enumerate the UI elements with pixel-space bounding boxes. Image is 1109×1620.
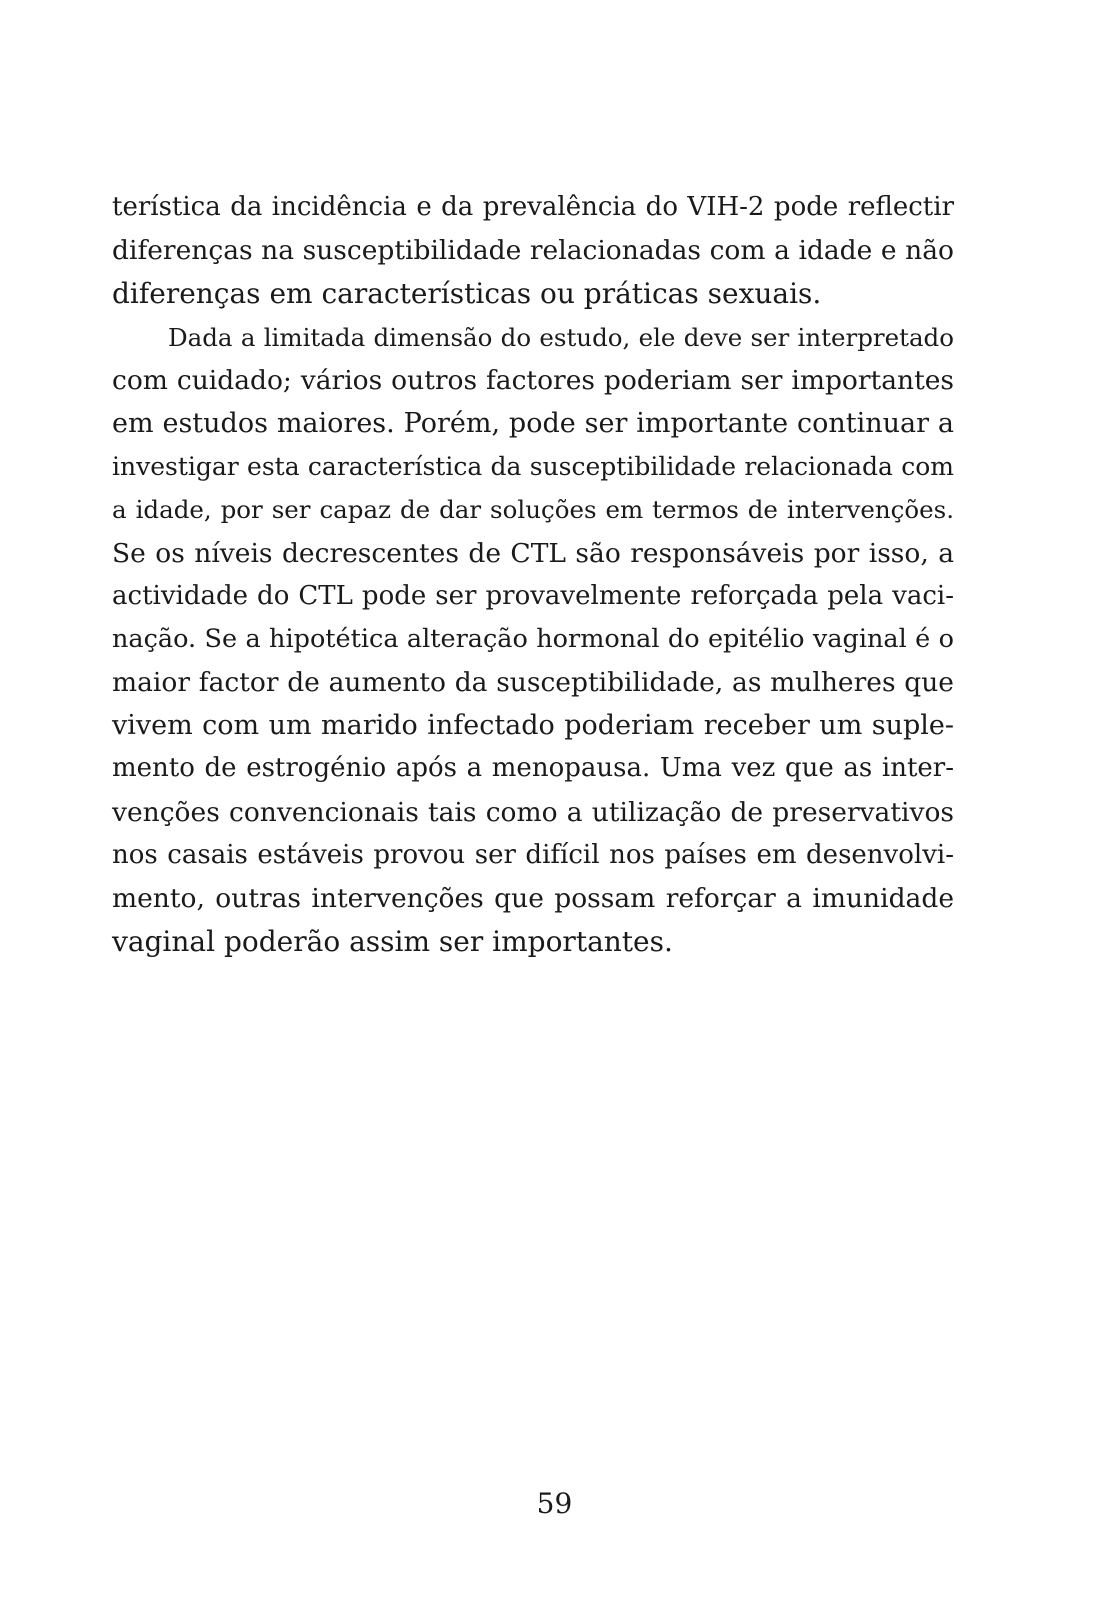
text-line: em estudos maiores. Porém, pode ser importante continuar a: [112, 407, 954, 439]
text-line: com cuidado; vários outros factores poderiam ser importantes: [112, 364, 954, 396]
paragraph-1: [112, 186, 954, 316]
text-line: a idade, por ser capaz de dar soluções em termos de intervenções.: [112, 495, 954, 525]
body-text: [112, 186, 954, 963]
text-line: diferenças na susceptibilidade relacionadas com a idade e não: [112, 235, 954, 267]
paragraph-2: [112, 316, 954, 964]
text-line: Dada a limitada dimensão do estudo, ele deve ser interpretado: [168, 322, 954, 352]
page-number: 59: [536, 1487, 573, 1520]
text-line: mento, outras intervenções que possam reforçar a imunidade: [112, 883, 954, 914]
text-line: nos casais estáveis provou ser difícil nos países em desenvolvi-: [112, 839, 954, 870]
text-line: vivem com um marido infectado poderiam receber um suple-: [112, 710, 954, 742]
text-line: terística da incidência e da prevalência do VIH-2 pode reflectir: [112, 192, 954, 222]
text-line: investigar esta característica da susceptibilidade relacionada com: [112, 452, 954, 482]
text-line: venções convencionais tais como a utilização de preservativos: [112, 796, 954, 828]
text-line: nação. Se a hipotética alteração hormonal do epitélio vaginal é o: [112, 623, 954, 654]
text-line: vaginal poderão assim ser importantes.: [112, 925, 673, 959]
text-line: Se os níveis decrescentes de CTL são responsáveis por isso, a: [112, 537, 954, 569]
text-line: maior factor de aumento da susceptibilidade, as mulheres que: [112, 667, 954, 699]
text-line: actividade do CTL pode ser provavelmente reforçada pela vaci-: [112, 580, 954, 611]
text-line: diferenças em características ou práticas sexuais.: [112, 277, 822, 311]
text-line: mento de estrogénio após a menopausa. Uma vez que as inter-: [112, 753, 954, 784]
